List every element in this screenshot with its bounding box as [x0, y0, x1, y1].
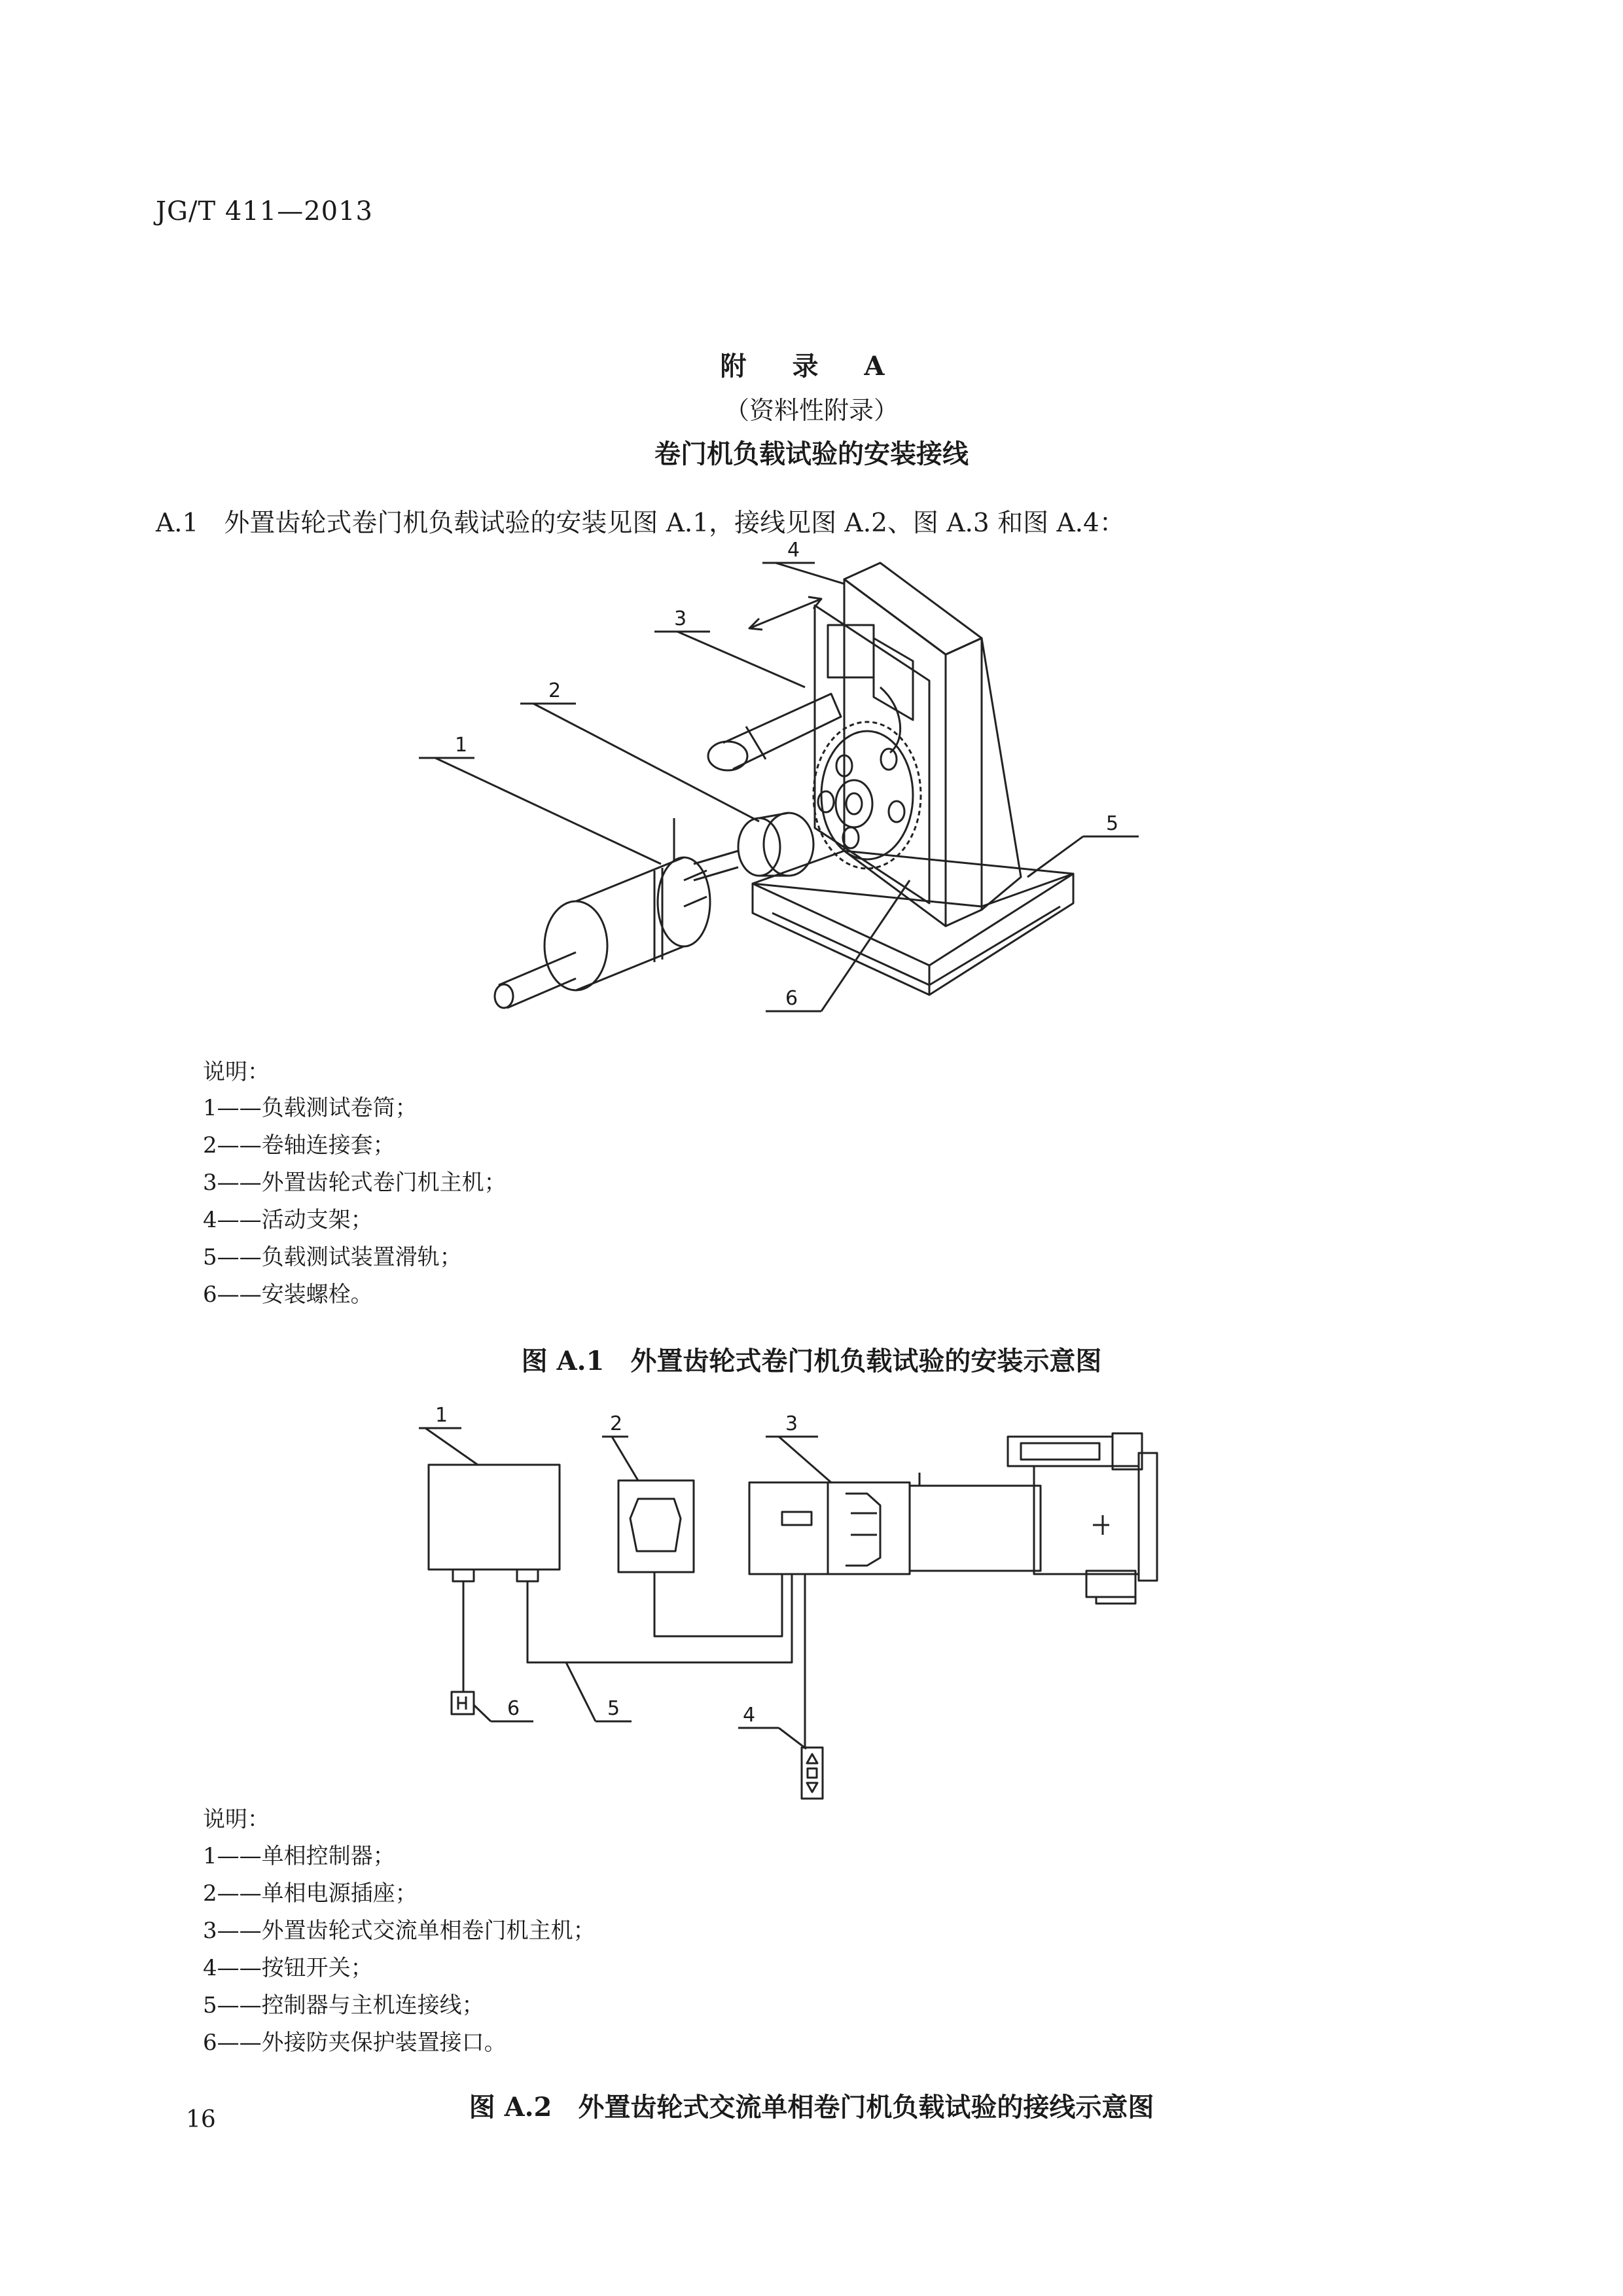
controller-box: [429, 1465, 560, 1570]
fig-a1-callout-1: 1: [455, 734, 468, 757]
motor-gearbox: [828, 625, 874, 677]
fig-a2-legend-item: 3——外置齿轮式交流单相卷门机主机；: [203, 1918, 596, 1944]
figure-a1-drawing: [419, 563, 1139, 1011]
fig-a2-callout-6: 6: [507, 1697, 520, 1720]
fig-a1-legend-item: 4——活动支架；: [203, 1207, 373, 1233]
fig-a1-callout-2: 2: [548, 679, 562, 702]
rail-front: [753, 884, 929, 995]
fig-a1-callout-6: 6: [785, 987, 798, 1010]
fig-a1-legend-item: 2——卷轴连接套；: [203, 1132, 395, 1158]
fig-a2-callout-5: 5: [607, 1697, 620, 1720]
fig-a2-caption: 图 A.2 外置齿轮式交流单相卷门机负载试验的接线示意图: [469, 2092, 1154, 2123]
standard-number: JG/T 411—2013: [156, 196, 374, 226]
appendix-heading: 卷门机负载试验的安装接线: [654, 439, 969, 469]
fig-a2-callout-4: 4: [743, 1704, 756, 1727]
fig-a2-legend-item: 4——按钮开关；: [203, 1955, 373, 1981]
bracket-support: [982, 638, 1021, 910]
rail-groove: [772, 906, 1060, 985]
gear-disk: [821, 731, 913, 859]
main-shaft: [723, 694, 841, 769]
fig-a2-legend-item: 1——单相控制器；: [203, 1843, 395, 1869]
fig-a1-callout-4: 4: [787, 539, 800, 562]
bracket-top: [844, 563, 982, 655]
fig-a1-callout-5: 5: [1106, 812, 1119, 835]
appendix-title: 附 录 A: [720, 351, 903, 382]
load-drum-front: [544, 901, 607, 990]
paragraph-a1: A.1 外置齿轮式卷门机负载试验的安装见图 A.1，接线见图 A.2、图 A.3 和图 A.4：: [156, 509, 1125, 538]
gear-hub: [836, 780, 872, 827]
load-drum-back: [658, 857, 710, 946]
page-number: 16: [186, 2106, 216, 2133]
fig-a2-callout-2: 2: [610, 1412, 623, 1435]
gear-ring: [813, 722, 921, 869]
socket-face: [630, 1499, 681, 1551]
fig-a1-legend-item: 6——安装螺栓。: [203, 1282, 373, 1308]
rail-end: [929, 874, 1073, 995]
fig-a1-legend-item: 1——负载测试卷筒；: [203, 1095, 418, 1121]
motor-tube: [910, 1486, 1041, 1571]
socket-box: [618, 1480, 694, 1572]
fig-a1-legend-item: 3——外置齿轮式卷门机主机；: [203, 1170, 507, 1196]
fig-a2-legend-item: 5——控制器与主机连接线；: [203, 1992, 484, 2018]
fig-a2-callout-1: 1: [435, 1404, 448, 1427]
fig-a2-callout-3: 3: [785, 1412, 798, 1435]
figure-a2-drawing: [419, 1428, 1157, 1799]
appendix-subtitle: （资料性附录）: [724, 396, 899, 425]
fig-a1-caption: 图 A.1 外置齿轮式卷门机负载试验的安装示意图: [521, 1346, 1102, 1376]
fig-a2-legend-item: 6——外接防夹保护装置接口。: [203, 2030, 507, 2056]
wire-motor: [527, 1574, 792, 1662]
rail-top: [753, 851, 1073, 906]
fig-a1-legend-title: 说明：: [203, 1059, 270, 1085]
fig-a2-legend-item: 2——单相电源插座；: [203, 1880, 418, 1907]
bracket-side: [946, 638, 982, 926]
fig-a1-legend-item: 5——负载测试装置滑轨；: [203, 1244, 462, 1270]
fig-a2-legend-title: 说明：: [203, 1806, 270, 1833]
wire-power: [654, 1572, 782, 1636]
fig-a1-callout-3: 3: [674, 607, 687, 630]
main-unit-box: [749, 1482, 828, 1574]
